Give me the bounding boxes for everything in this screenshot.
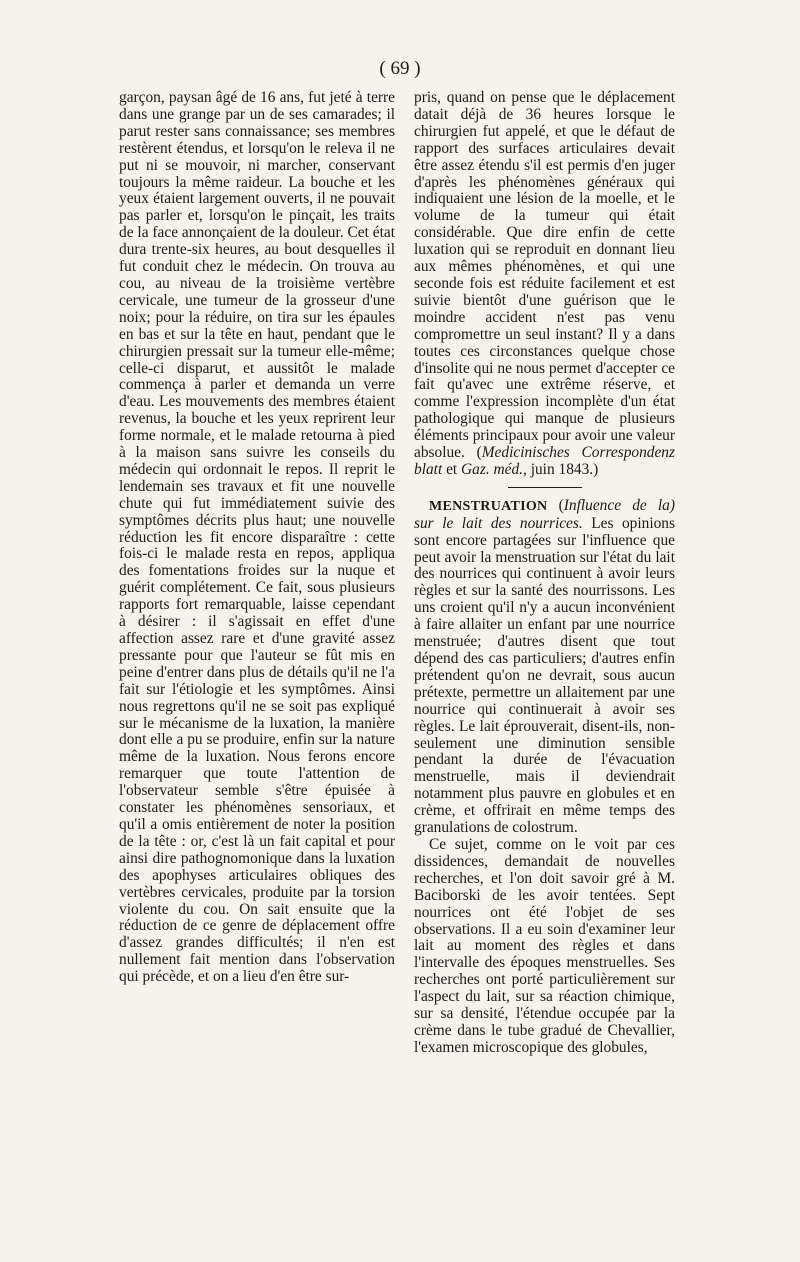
citation-gaz: Gaz. méd. — [461, 460, 524, 478]
citation-journal: Medicinisches Correspondenz blatt — [414, 444, 675, 478]
research-paragraph: Ce sujet, comme on le voit par ces dissidences, demandait de nouvelles recherches, et l'on doit savoir gré à M. Baciborski de les avoir tentées. Sept nourrices ont été l'objet de ses observations. Il a eu soin d'examiner leur lait au moment des règles et dans l'intervalle des époques menstruelles. Ses recherches ont porté particulièrement sur l'aspect du lait, sur sa réaction chimique, sur sa densité, l'étendue occupée par la crème dans le tube gradué de Chevallier, l'examen microscopique des globules, — [414, 835, 675, 1056]
citation-date: , juin 1843.) — [523, 460, 599, 478]
continued-paragraph-text: pris, quand on pense que le déplacement datait déjà de 36 heures lorsque le chirurgien fut appelé, et que le défaut de rapport des surfaces articulaires devait être assez étendu s'il est permis d'en juger d'après les phénomènes généraux qui indiquaient une lésion de la moelle, et le volume de la tumeur qui était considérable. Que dire enfin de cette luxation qui se reproduit en donnant lieu aux mêmes phénomènes, et qui une seconde fois est réduite facilement et est suivie bientôt d'une guérison que le moindre accident n'est pas venu compromettre un seul instant? Il y a dans toutes ces circonstances quelque chose d'insolite qui ne nous permet d'accepter ce fait qu'avec une extrême réserve, et comme l'expression incomplète d'un état pathologique qui manque de plusieurs éléments principaux pour avoir une valeur absolue. ( — [414, 89, 675, 462]
heading-paren: ( — [547, 496, 564, 514]
right-column — [414, 90, 675, 1057]
continued-paragraph — [414, 90, 675, 479]
section-heading: MENSTRUATION — [429, 498, 548, 514]
left-column — [119, 90, 395, 986]
section-subtitle: Influence de la) sur le lait des nourrices. — [414, 496, 675, 532]
page-number: ( 69 ) — [379, 58, 421, 79]
menstruation-paragraph — [414, 498, 675, 837]
citation-and: et — [442, 460, 462, 478]
section-divider — [508, 487, 582, 488]
menstruation-text: Les opinions sont encore partagées sur l'influence que peut avoir la menstruation sur l'état du lait des nourrices qui continuent à avoir leurs règles et sur la santé des nourrissons. Les uns croient qu'il n'y a aucun inconvénient à faire allaiter un enfant par une nourrice menstruée; d'autres disent que tout dépend des cas particuliers; d'autres enfin prétendent qu'on ne devrait, sous aucun prétexte, permettre un allaitement par une nourrice qui continuerait à avoir ses règles. Le lait éprouverait, disent-ils, non-seulement une diminution sensible pendant la durée de l'évacuation menstruelle, mais il deviendrait notamment plus pauvre en globules et en crème, et offrirait en même temps des granulations de colostrum. — [414, 514, 675, 837]
left-column-text: garçon, paysan âgé de 16 ans, fut jeté à terre dans une grange par un de ses camarades; il parut rester sans connaissance; ses membres restèrent étendus, et lorsqu'on le releva il ne put ni se mouvoir, ni marcher, conservant toujours la même raideur. La bouche et les yeux étaient largement ouverts, il ne pouvait pas parler et, lorsqu'on le pinçait, les traits de la face annonçaient de la douleur. Cet état dura trente-six heures, au bout desquelles il fut conduit chez le médecin. On trouva au cou, au niveau de la troisième vertèbre cervicale, une tumeur de la grosseur d'une noix; pour la réduire, on tira sur les épaules en bas et sur la tête en haut, pendant que le chirurgien pressait sur la tumeur elle-même; celle-ci disparut, et aussitôt le malade commença à parler et demanda un verre d'eau. Les mouvements des membres étaient revenus, la bouche et les yeux reprirent leur forme normale, et le malade retourna à pied à la maison sans suivre les conseils du médecin qui ordonnait le repos. Il reprit le lendemain ses travaux et fit une nouvelle chute qui fut immédiatement suivie des symptômes décrits plus haut; une nouvelle réduction les fit encore disparaître : cette fois-ci le malade resta en repos, appliqua des fomentations froides sur la nuque et guérit complétement. Ce fait, sous plusieurs rapports fort remarquable, laisse cependant à désirer : il s'agissait en effet d'une affection assez rare et d'une gravité assez pressante pour que l'auteur se fût mis en peine d'entrer dans plus de détails qu'il ne l'a fait sur l'étiologie et les symptômes. Ainsi nous regrettons qu'il ne se soit pas expliqué sur le mécanisme de la luxation, la manière dont elle a pu se produire, enfin sur la nature même de la luxation. Nous ferons encore remarquer que toute l'attention de l'observateur semble s'être épuisée à constater les phénomènes sensoriaux, et qu'il a omis entièrement de noter la position de la tête : or, c'est là un fait capital et pour ainsi dire pathognomonique dans la luxation des apophyses articulaires obliques des vertèbres cervicales, produite par la torsion violente du cou. On sait ensuite que la réduction de ce genre de déplacement offre d'assez grandes difficultés; il n'en est nullement fait mention dans l'observation qui précède, et on a lieu d'en être sur- — [119, 89, 395, 986]
